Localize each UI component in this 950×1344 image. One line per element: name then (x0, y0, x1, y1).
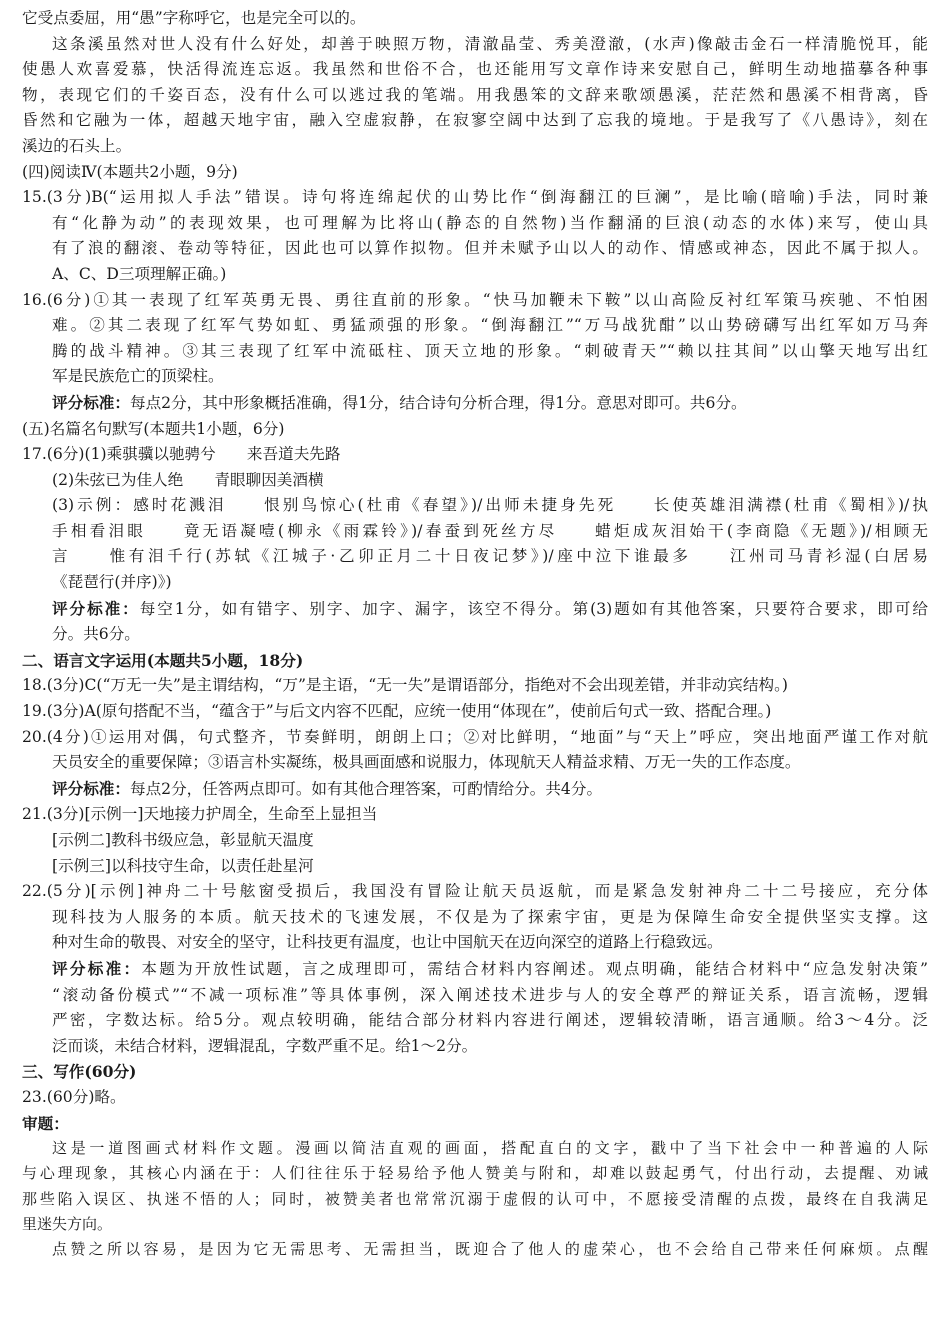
text-line-content: 里迷失方向。 (22, 1214, 113, 1233)
scoring-criteria-label: 评分标准： (52, 958, 142, 978)
text-line (22, 1085, 928, 1111)
text-line (22, 1059, 928, 1085)
text-line-content: 本题为开放性试题，言之成理即可，需结合材料内容阐述。观点明确，能结合材料中“应急发射决策” (141, 959, 928, 978)
text-line-content: 这条溪虽然对世人没有什么好处，却善于映照万物，清澈晶莹、秀美澄澈，(水声)像敲击金石一样清脆悦耳，能 (52, 34, 928, 53)
text-line-content: 那些陷入误区、执迷不悟的人；同时，被赞美者也常常沉溺于虚假的认可中，不愿接受清醒的点拨，最终在自我满足 (22, 1189, 928, 1208)
text-line (22, 288, 928, 314)
text-line-content: 言 惟有泪千行(苏轼《江城子·乙卯正月二十日夜记梦》)/座中泣下谁最多 江州司马青衫湿(白居易 (52, 547, 928, 566)
text-line-content: 三、写作(60分) (22, 1062, 137, 1082)
text-line-content: 审题： (22, 1113, 69, 1133)
text-line (22, 570, 928, 596)
text-line-content: 溪边的石头上。 (22, 136, 132, 155)
text-line-content: 军是民族危亡的顶梁柱。 (52, 367, 224, 386)
text-line-content: 15.(3分)B(“运用拟人手法”错误。诗句将连绵起伏的山势比作“倒海翻江的巨澜”，是比喻(暗喻)手法，同时兼 (22, 188, 928, 207)
text-line-content: (四)阅读Ⅳ(本题共2小题，9分) (22, 162, 238, 181)
text-line-content: 使愚人欢喜爱慕，快活得流连忘返。我虽然和世俗不合，也还能用写文章作诗来安慰自己，鲜明生动地描摹各种事 (22, 60, 928, 79)
text-line-content: (五)名篇名句默写(本题共1小题，6分) (22, 419, 285, 438)
text-line-content: 它受点委屈，用“愚”字称呼它，也是完全可以的。 (22, 9, 366, 27)
text-line-content: 手相看泪眼 竟无语凝噎(柳永《雨霖铃》)/春蚕到死丝方尽 蜡炬成灰泪始干(李商隐《无题》)/相顾无 (52, 521, 928, 540)
text-line (22, 776, 928, 803)
text-line-content: 16.(6分)①其一表现了红军英勇无畏、勇往直前的形象。“快马加鞭未下鞍”以山高险反衬红军策马疾驰、不怕困 (22, 290, 928, 309)
text-line-content: (3)示例：感时花溅泪 恨别鸟惊心(杜甫《春望》)/出师未捷身先死 长使英雄泪满襟(杜甫《蜀相》)/执 (52, 496, 928, 515)
text-line-content: 有了浪的翻滚、卷动等特征，因此也可以算作拟物。但并未赋予山以人的动作、情感或神态，因此不属于拟人。 (52, 239, 928, 258)
text-line-content: 19.(3分)A(原句搭配不当，“蕴含于”与后文内容不匹配，应统一使用“体现在”，使前后句式一致、搭配合理。) (22, 702, 772, 721)
text-line (22, 313, 928, 339)
text-line (22, 1008, 928, 1034)
text-line (22, 236, 928, 262)
text-line (22, 544, 928, 570)
text-line (22, 108, 928, 134)
text-line-content: 20.(4分)①运用对偶，句式整齐，节奏鲜明，朗朗上口；②对比鲜明，“地面”与“天上”呼应，突出地面严谨工作对航 (22, 727, 928, 746)
text-line-content: 天员安全的重要保障；③语言朴实凝练，极具画面感和说服力，体现航天人精益求精、万无一失的工作态度。 (52, 753, 801, 772)
text-line-content: 《琵琶行(并序)》) (52, 573, 172, 592)
text-line (22, 134, 928, 160)
text-line (22, 417, 928, 443)
text-line (22, 673, 928, 699)
text-line-content: A、C、D三项理解正确。) (52, 264, 227, 283)
text-line-content: (2)朱弦已为佳人绝 青眼聊因美酒横 (52, 470, 324, 489)
text-line (22, 802, 928, 828)
scoring-criteria-label: 评分标准： (52, 392, 130, 412)
text-line-content: 每点2分，其中形象概括准确，得1分，结合诗句分析合理，得1分。意思对即可。共6分。 (129, 393, 747, 412)
text-line (22, 339, 928, 365)
text-line (22, 185, 928, 211)
text-line (22, 211, 928, 237)
text-line (22, 83, 928, 109)
text-line (22, 983, 928, 1009)
text-line-content: 现科技为人服务的本质。航天技术的飞速发展，不仅是为了探索宇宙，更是为保障生命安全提供坚实支撑。这 (52, 907, 928, 926)
text-line-content: 有“化静为动”的表现效果，也可理解为比将山(静态的自然物)当作翻涌的巨浪(动态的水体)来写，使山具 (52, 213, 928, 232)
text-line-content: 泛而谈，未结合材料，逻辑混乱，字数严重不足。给1～2分。 (52, 1036, 478, 1055)
text-line (22, 622, 928, 648)
text-line-content: [示例三]以科技守生命，以责任赴星河 (52, 856, 314, 875)
text-line-content: 物，表现它们的千姿百态，没有什么可以逃过我的笔端。用我愚笨的文辞来歌颂愚溪，茫茫然和愚溪不相背离，昏 (22, 85, 928, 104)
text-line (22, 828, 928, 854)
text-line-content: 种对生命的敬畏、对安全的坚守，让科技更有温度，也让中国航天在迈向深空的道路上行稳致远。 (52, 933, 723, 952)
text-line-content: 22.(5分)[示例]神舟二十号舷窗受损后，我国没有冒险让航天员返航，而是紧急发射神舟二十二号接应，充分体 (22, 882, 928, 901)
text-line (22, 1111, 928, 1137)
text-line (22, 160, 928, 186)
text-line (22, 57, 928, 83)
text-line (22, 32, 928, 58)
text-line-content: 难。②其二表现了红军气势如虹、勇猛顽强的形象。“倒海翻江”“万马战犹酣”以山势磅礴写出红军如万马奔 (52, 316, 928, 335)
text-line (22, 6, 928, 32)
scoring-criteria-label: 评分标准： (52, 778, 130, 798)
text-line-content: 每点2分，任答两点即可。如有其他合理答案，可酌情给分。共4分。 (129, 779, 603, 798)
text-line (22, 1187, 928, 1212)
text-line (22, 493, 928, 519)
text-line (22, 725, 928, 751)
text-line (22, 750, 928, 776)
text-line (22, 854, 928, 880)
text-line-content: 分。共6分。 (52, 625, 140, 644)
text-line (22, 1161, 928, 1186)
text-line (22, 468, 928, 494)
text-line-content: 点赞之所以容易，是因为它无需思考、无需担当，既迎合了他人的虚荣心，也不会给自己带来任何麻烦。点醒 (52, 1239, 928, 1258)
text-line-content: 21.(3分)[示例一]天地接力护周全，生命至上显担当 (22, 805, 378, 824)
text-line (22, 1034, 928, 1060)
text-line-content: 与心理现象，其核心内涵在于：人们往往乐于轻易给予他人赞美与附和，却难以鼓起勇气，付出行动，去提醒、劝诫 (22, 1164, 928, 1183)
text-line-content: 18.(3分)C(“万无一失”是主谓结构，“万”是主语，“无一失”是谓语部分，指绝对不会出现差错，并非动宾结构。) (22, 676, 788, 695)
text-line (22, 442, 928, 468)
text-line (22, 262, 928, 288)
text-line (22, 1212, 928, 1237)
text-line (22, 596, 928, 623)
text-line-content: 17.(6分)(1)乘骐骥以驰骋兮 来吾道夫先路 (22, 445, 341, 464)
text-line-content: “滚动备份模式”“不减一项标准”等具体事例，深入阐述技术进步与人的安全尊严的辩证关系，语言流畅，逻辑 (52, 985, 928, 1004)
text-line (22, 648, 928, 674)
text-line (22, 1136, 928, 1161)
text-line (22, 879, 928, 905)
scoring-criteria-label: 评分标准： (52, 598, 140, 618)
text-line-content: 昏然和它融为一体，超越天地宇宙，融入空虚寂静，在寂寥空阔中达到了忘我的境地。于是我写了《八愚诗》，刻在 (22, 111, 928, 130)
text-line (22, 519, 928, 545)
text-line-content: 腾的战斗精神。③其三表现了红军中流砥柱、顶天立地的形象。“刺破青天”“赖以拄其间”以山擎天地写出红 (52, 341, 928, 360)
text-line-content: 23.(60分)略。 (22, 1087, 126, 1106)
text-line (22, 1237, 928, 1262)
text-line-content: 二、语言文字运用(本题共5小题，18分) (22, 650, 304, 670)
text-line-content: 每空1分，如有错字、别字、加字、漏字，该空不得分。第(3)题如有其他答案，只要符合要求，即可给 (139, 599, 928, 618)
text-line (22, 956, 928, 983)
text-line (22, 390, 928, 417)
text-line-content: 这是一道图画式材料作文题。漫画以简洁直观的画面，搭配直白的文字，戳中了当下社会中一种普遍的人际 (52, 1139, 928, 1158)
text-line-content: [示例二]教科书级应急，彰显航天温度 (52, 831, 314, 849)
text-line-content: 严密，字数达标。给5分。观点较明确，能结合部分材料内容进行阐述，逻辑较清晰，语言通顺。给3～4分。泛 (52, 1011, 928, 1030)
text-line (22, 364, 928, 390)
text-line (22, 699, 928, 725)
text-line (22, 905, 928, 931)
text-line (22, 930, 928, 956)
